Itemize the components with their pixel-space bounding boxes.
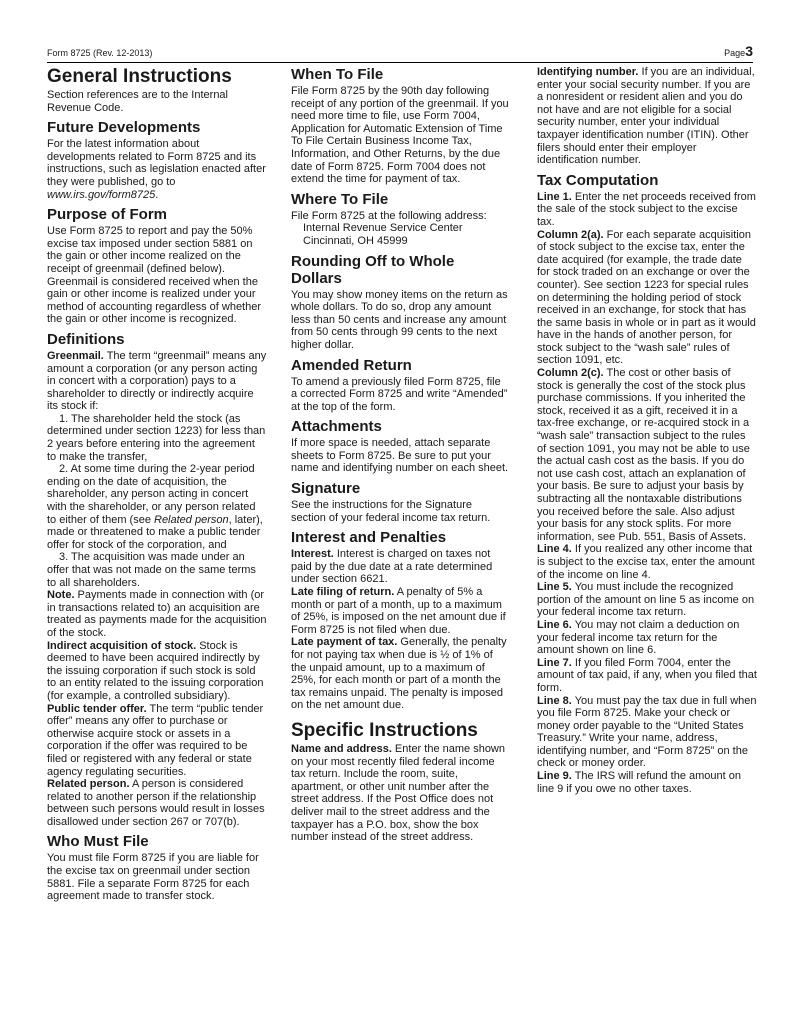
late-payment-paragraph: Late payment of tax. Generally, the penalty for not paying tax when due is ½ of 1% of the unpaid amount, up to a maximum of 25%, for each month or part of a month the tax remains unpaid. The penalty is imposed on the net amount due. bbox=[291, 636, 507, 712]
column-2a-paragraph: Column 2(a). For each separate acquisition of stock subject to the excise tax, enter the date acquired (for example, the trade date for stock traded on an exchange or over the counter). See section 1223 for special rules on determining the holding period of stock received in an exchange, for stock that has the same basis in whole or in part as it would have in the hands of another person, for stock subject to the “wash sale” rules of section 1091, etc. bbox=[537, 228, 756, 367]
attachments-title: Attachments bbox=[291, 418, 382, 436]
interest-penalties-title: Interest and Penalties bbox=[291, 529, 447, 547]
irs-address-line-2: Cincinnati, OH 45999 bbox=[303, 234, 408, 247]
identifying-number-paragraph: Identifying number. If you are an individual, enter your social security number. If you are a nonresident or resident alien and you do not have and are not eligible for a social security number, enter your individual taxpayer identification number (ITIN). Other filers should enter their employer identification number. bbox=[537, 66, 755, 167]
irs-address-line-1: Internal Revenue Service Center bbox=[303, 222, 463, 235]
column-right bbox=[537, 66, 757, 795]
line-8-paragraph: Line 8. You must pay the tax due in full when you file Form 8725. Make your check or money order payable to the “United States Treasury.” Write your name, address, identifying number, and “Form 8725” on the check or money order. bbox=[537, 694, 757, 770]
line-9-paragraph: Line 9. The IRS will refund the amount on line 9 if you owe no other taxes. bbox=[537, 770, 742, 795]
page-number-value: 3 bbox=[745, 43, 753, 59]
page-label: Page bbox=[724, 48, 746, 58]
greenmail-definition: Greenmail. The term “greenmail” means any amount a corporation (or any person acting in concert with a corporation) pays to a shareholder to directly or indirectly acquire its stock if: bbox=[47, 349, 267, 413]
page-header bbox=[47, 44, 753, 63]
column-left bbox=[47, 66, 267, 903]
future-developments-text: For the latest information about developments related to Form 8725 and its instructions, such as legislation enacted after they were published, go to www.irs.gov/form8725. bbox=[47, 138, 266, 201]
tax-computation-title: Tax Computation bbox=[537, 171, 659, 189]
general-instructions-title: General Instructions bbox=[47, 66, 232, 87]
condition-3: 3. The acquisition was made under an offer that was not made on the same terms to all shareholders. bbox=[47, 551, 256, 589]
column-middle bbox=[291, 66, 509, 844]
signature-text: See the instructions for the Signature section of your federal income tax return. bbox=[291, 499, 491, 524]
indirect-acquisition-definition: Indirect acquisition of stock. Stock is deemed to have been acquired indirectly by the issuing corporation if such stock is sold to an entity related to the issuing corporation (for example, a controlled subsidiary). bbox=[47, 639, 264, 702]
line-5-paragraph: Line 5. You must include the recognized portion of the amount on line 5 as income on your federal income tax return. bbox=[537, 581, 755, 619]
public-tender-offer-definition: Public tender offer. The term “public tender offer” means any offer to purchase or otherwise acquire stock or assets in a corporation if the offer was required to be filed or registered with any federal or state agency regulating securities. bbox=[47, 702, 264, 778]
instructions-body bbox=[47, 66, 757, 1026]
when-to-file-text: File Form 8725 by the 90th day following receipt of any portion of the greenmail. If you need more time to file, use Form 7004, Application for Automatic Extension of Time To File Certain Business Income Tax, Information, and Other Returns, by the due date of Form 8725. Form 7004 does not extend the time for payment of tax. bbox=[291, 85, 509, 186]
signature-title: Signature bbox=[291, 480, 361, 498]
who-must-file-title: Who Must File bbox=[47, 833, 149, 851]
specific-instructions-title: Specific Instructions bbox=[291, 719, 478, 741]
line-1-paragraph: Line 1. Enter the net proceeds received from the sale of the stock subject to the excise tax. bbox=[537, 190, 756, 228]
related-person-definition: Related person. A person is considered related to another person if the relationship between such persons would result in losses disallowed under section 267 or 707(b). bbox=[47, 778, 265, 828]
where-to-file-text: File Form 8725 at the following address: bbox=[291, 209, 487, 222]
line-6-paragraph: Line 6. You may not claim a deduction on your federal income tax return for the amount shown on line 6. bbox=[537, 618, 740, 657]
attachments-text: If more space is needed, attach separate sheets to Form 8725. Be sure to put your name and identifying number on each sheet. bbox=[291, 437, 509, 475]
condition-1: 1. The shareholder held the stock (as determined under section 1223) for less than 2 years before entering into the agreement to make the transfer, bbox=[47, 412, 266, 463]
page-number bbox=[724, 44, 753, 60]
rounding-title: Rounding Off to Whole Dollars bbox=[291, 252, 455, 287]
purpose-text: Use Form 8725 to report and pay the 50% excise tax imposed under section 5881 on the gain or other income realized on the receipt of greenmail (defined below). Greenmail is considered received when the gain or other income is realized under your method of accounting regardless of whether the gain or other income is recognized. bbox=[47, 225, 262, 326]
who-must-file-text: You must file Form 8725 if you are liable for the excise tax on greenmail under section 5881. File a separate Form 8725 for each agreement made to transfer stock. bbox=[47, 852, 259, 903]
name-address-paragraph: Name and address. Enter the name shown on your most recently filed federal income tax return. Include the room, suite, apartment, or other unit number after the street address. If the Post Office does not deliver mail to the street address and the taxpayer has a P.O. box, show the box number instead of the street address. bbox=[291, 742, 505, 844]
purpose-title: Purpose of Form bbox=[47, 206, 168, 224]
when-to-file-title: When To File bbox=[291, 66, 384, 83]
line-4-paragraph: Line 4. If you realized any other income that is subject to the excise tax, enter the amount of the income on line 4. bbox=[537, 543, 755, 581]
future-developments-title: Future Developments bbox=[47, 119, 201, 137]
form-id: Form 8725 (Rev. 12-2013) bbox=[47, 48, 153, 58]
late-filing-paragraph: Late filing of return. A penalty of 5% a month or part of a month, up to a maximum of 25%, is imposed on the net amount due if Form 8725 is not filed when due. bbox=[291, 586, 506, 636]
condition-2: 2. At some time during the 2-year period ending on the date of acquisition, the shareholder, any person acting in concert with the shareholder, or any person related to either of them (see Related person, later), made or threatened to make a public tender offer for stock of the corporation, and bbox=[47, 463, 263, 551]
interest-paragraph: Interest. Interest is charged on taxes not paid by the due date at a rate determined under section 6621. bbox=[291, 548, 493, 586]
note-paragraph: Note. Payments made in connection with (or in transactions related to) an acquisition are treated as payments made for the acquisition of the stock. bbox=[47, 589, 267, 639]
irs-url-link[interactable]: www.irs.gov/form8725 bbox=[47, 188, 156, 201]
rounding-text: You may show money items on the return as whole dollars. To do so, drop any amount less than 50 cents and increase any amount from 50 cents through 99 cents to the next higher dollar. bbox=[291, 288, 508, 351]
definitions-title: Definitions bbox=[47, 330, 125, 348]
amended-return-text: To amend a previously filed Form 8725, file a corrected Form 8725 and write “Amended” at the top of the form. bbox=[291, 375, 508, 413]
column-2c-paragraph: Column 2(c). The cost or other basis of stock is generally the cost of the stock plus purchase commissions. If you inherited the stock, received it as a gift, received it in a tax-free exchange, or re-acquired stock in a “wash sale” transaction subject to the rules of section 1091, you may not be able to use the actual cash cost as the basis. If you do not use cash cost, attach an explanation of your basis. Be sure to adjust your basis by subtracting all the nontaxable distributions you received before the sale. Also adjust your basis for any stock splits. For more information, see Pub. 551, Basis of Assets. bbox=[537, 367, 750, 543]
line-7-paragraph: Line 7. If you filed Form 7004, enter the amount of tax paid, if any, when you filed that form. bbox=[537, 656, 757, 694]
amended-return-title: Amended Return bbox=[291, 356, 412, 374]
general-instructions-text: Section references are to the Internal Revenue Code. bbox=[47, 89, 228, 114]
where-to-file-title: Where To File bbox=[291, 190, 389, 208]
